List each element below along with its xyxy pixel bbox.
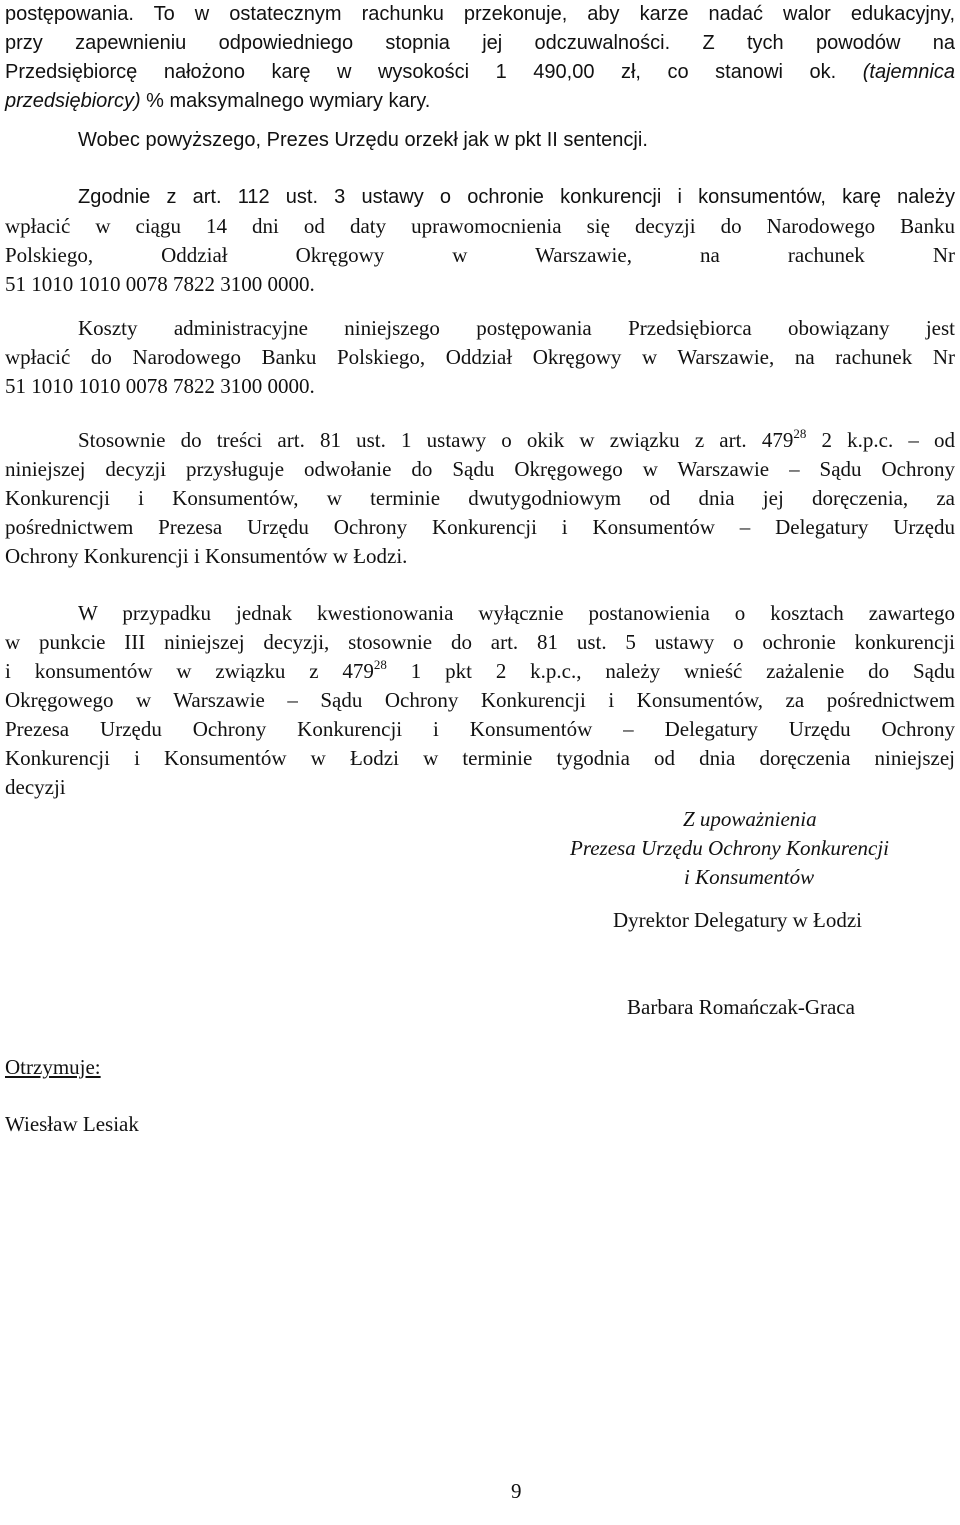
- payment-line-2: wpłacić w ciągu 14 dni od daty uprawomocnienia się decyzji do Narodowego Banku: [5, 214, 955, 238]
- complaint-line-3: [5, 657, 955, 686]
- appeal-line-5: Ochrony Konkurencji i Konsumentów w Łodzi.: [5, 544, 408, 568]
- costs-line-2: wpłacić do Narodowego Banku Polskiego, Oddział Okręgowy w Warszawie, na rachunek Nr: [5, 345, 955, 369]
- intro-line-4: [5, 87, 955, 116]
- complaint-line-2: w punkcie III niniejszej decyzji, stosownie do art. 81 ust. 5 ustawy o ochronie konkurencji: [5, 630, 955, 654]
- payment-paragraph: [5, 183, 955, 212]
- appeal-paragraph: [5, 426, 955, 571]
- appeal-line-1-end: 2 k.p.c. – od: [821, 428, 956, 452]
- complaint-line-7: decyzji: [5, 775, 66, 799]
- signature-position: Dyrektor Delegatury w Łodzi: [613, 908, 862, 932]
- complaint-superscript: 28: [373, 657, 387, 672]
- signature-authority-2-text: Prezesa Urzędu Ochrony Konkurencji: [570, 836, 890, 860]
- costs-line-1: Koszty administracyjne niniejszego postępowania Przedsiębiorca obowiązany jest: [78, 316, 955, 340]
- intro-line-1: postępowania. To w ostatecznym rachunku przekonuje, aby karze nadać walor edukacyjny,: [5, 3, 955, 25]
- costs-line-3: 51 1010 1010 0078 7822 3100 0000.: [5, 374, 315, 398]
- intro-line-4-italic: przedsiębiorcy): [5, 90, 141, 112]
- page-number: 9: [511, 1479, 522, 1503]
- appeal-line-1: [5, 426, 955, 455]
- complaint-line-3-text: i konsumentów w związku z 479: [5, 659, 374, 683]
- intro-line-4-text: % maksymalnego wymiary kary.: [146, 90, 431, 112]
- complaint-paragraph: [5, 599, 955, 802]
- intro-conclusion: Wobec powyższego, Prezes Urzędu orzekł jak w pkt II sentencji.: [78, 129, 648, 151]
- intro-line-3: [5, 58, 955, 87]
- signature-authority-3: [684, 863, 814, 892]
- complaint-line-3-end: 1 pkt 2 k.p.c., należy wnieść zażalenie do Sądu: [410, 659, 955, 683]
- complaint-line-6: Konkurencji i Konsumentów w Łodzi w terminie tygodnia od dnia doręczenia niniejszej: [5, 746, 955, 770]
- intro-line-3-italic: (tajemnica: [862, 61, 955, 83]
- recipients-heading: Otrzymuje:: [5, 1055, 101, 1079]
- signature-name: Barbara Romańczak-Graca: [627, 995, 855, 1019]
- appeal-line-2: niniejszej decyzji przysługuje odwołanie do Sądu Okręgowego w Warszawie – Sądu Ochrony: [5, 457, 955, 481]
- costs-paragraph: [5, 314, 955, 401]
- recipient-name: Wiesław Lesiak: [5, 1112, 139, 1136]
- payment-line-4: 51 1010 1010 0078 7822 3100 0000.: [5, 272, 315, 296]
- complaint-line-1: W przypadku jednak kwestionowania wyłącznie postanowienia o kosztach zawartego: [78, 601, 955, 625]
- payment-line-3: Polskiego, Oddział Okręgowy w Warszawie, na rachunek Nr: [5, 243, 955, 267]
- intro-line-2: przy zapewnieniu odpowiedniego stopnia jej odczuwalności. Z tych powodów na: [5, 32, 955, 54]
- intro-line-3-text: Przedsiębiorcę nałożono karę w wysokości 1 490,00 zł, co stanowi ok.: [5, 61, 837, 83]
- intro-paragraph: [5, 0, 955, 116]
- payment-paragraph-cont: [5, 212, 955, 299]
- appeal-line-3: Konkurencji i Konsumentów, w terminie dwutygodniowym od dnia jej doręczenia, za: [5, 486, 955, 510]
- signature-authority-1: [683, 805, 817, 834]
- signature-authority-1-text: Z upoważnienia: [683, 807, 817, 831]
- appeal-superscript: 28: [793, 426, 807, 441]
- appeal-line-4: pośrednictwem Prezesa Urzędu Ochrony Konkurencji i Konsumentów – Delegatury Urzędu: [5, 515, 955, 539]
- complaint-line-5: Prezesa Urzędu Ochrony Konkurencji i Konsumentów – Delegatury Urzędu Ochrony: [5, 717, 955, 741]
- complaint-line-4: Okręgowego w Warszawie – Sądu Ochrony Konkurencji i Konsumentów, za pośrednictwem: [5, 688, 955, 712]
- payment-line-1: Zgodnie z art. 112 ust. 3 ustawy o ochronie konkurencji i konsumentów, karę należy: [78, 186, 955, 208]
- signature-authority-2: [570, 834, 889, 863]
- appeal-line-1-text: Stosownie do treści art. 81 ust. 1 ustawy o okik w związku z art. 479: [78, 428, 794, 452]
- signature-authority-3-text: i Konsumentów: [684, 865, 815, 889]
